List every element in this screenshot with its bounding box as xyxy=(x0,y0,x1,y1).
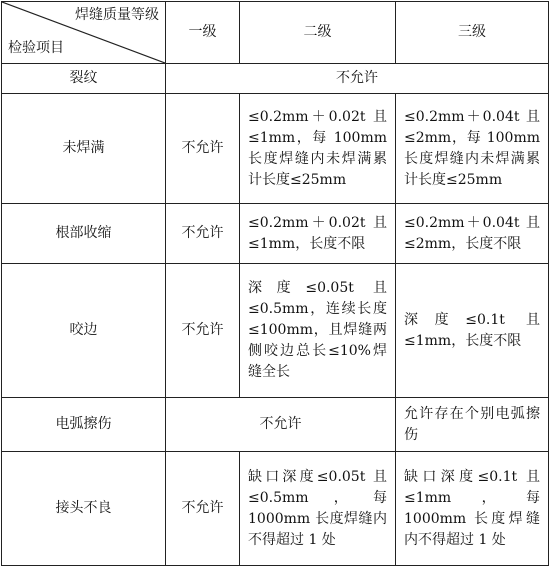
undercut-grade-3: 深度≤0.1t 且≤1mm，长度不限 xyxy=(396,264,549,398)
crack-all-grades: 不允许 xyxy=(166,64,549,94)
row-root-shrinkage xyxy=(2,204,549,264)
underfill-grade-2: ≤0.2mm＋0.02t 且≤1mm，每 100mm 长度焊缝内未焊满累计长度≤25mm xyxy=(240,94,396,204)
joint-grade-1: 不允许 xyxy=(166,452,240,566)
joint-grade-3: 缺口深度≤0.1t 且≤1mm，每 1000mm 长度焊缝内不得超过 1 处 xyxy=(396,452,549,566)
root-grade-3: ≤0.2mm＋0.04t 且≤2mm，长度不限 xyxy=(396,204,549,264)
item-poor-joint: 接头不良 xyxy=(2,452,166,566)
weld-quality-table xyxy=(1,1,549,566)
grade-2-header: 二级 xyxy=(240,2,396,64)
item-underfill: 未焊满 xyxy=(2,94,166,204)
underfill-grade-1: 不允许 xyxy=(166,94,240,204)
header-row xyxy=(2,2,549,64)
item-undercut: 咬边 xyxy=(2,264,166,398)
undercut-grade-2: 深度≤0.05t 且≤0.5mm，连续长度≤100mm，且焊缝两侧咬边总长≤10%焊缝全长 xyxy=(240,264,396,398)
row-undercut xyxy=(2,264,549,398)
grade-3-header: 三级 xyxy=(396,2,549,64)
item-crack: 裂纹 xyxy=(2,64,166,94)
quality-grade-header: 焊缝质量等级 xyxy=(75,7,159,23)
row-poor-joint xyxy=(2,452,549,566)
arc-grade-3: 允许存在个别电弧擦伤 xyxy=(396,398,549,452)
root-grade-1: 不允许 xyxy=(166,204,240,264)
root-grade-2: ≤0.2mm＋0.02t 且≤1mm，长度不限 xyxy=(240,204,396,264)
diagonal-header-cell xyxy=(2,2,166,64)
grade-1-header: 一级 xyxy=(166,2,240,64)
joint-grade-2: 缺口深度≤0.05t 且≤0.5mm，每 1000mm 长度焊缝内不得超过 1 处 xyxy=(240,452,396,566)
inspection-item-header: 检验项目 xyxy=(8,40,64,56)
row-arc-strike xyxy=(2,398,549,452)
row-crack xyxy=(2,64,549,94)
row-underfill xyxy=(2,94,549,204)
item-root-shrinkage: 根部收缩 xyxy=(2,204,166,264)
undercut-grade-1: 不允许 xyxy=(166,264,240,398)
arc-grade-1-2: 不允许 xyxy=(166,398,396,452)
item-arc-strike: 电弧擦伤 xyxy=(2,398,166,452)
underfill-grade-3: ≤0.2mm＋0.04t 且≤2mm，每 100mm 长度焊缝内未焊满累计长度≤25mm xyxy=(396,94,549,204)
